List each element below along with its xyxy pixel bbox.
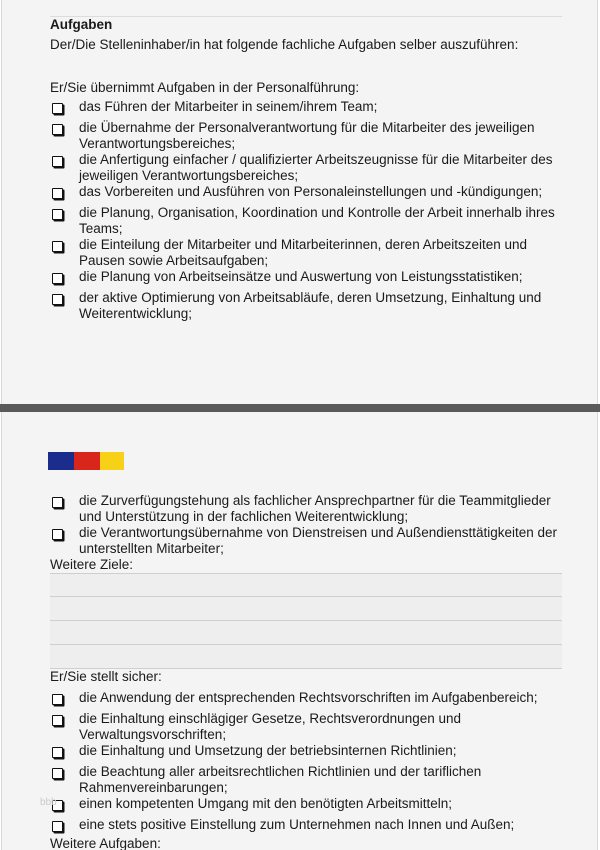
checkbox-icon [52,209,63,220]
further-goals-label: Weitere Ziele: [50,557,134,572]
checkbox-icon [52,715,63,726]
further-goals-field-4[interactable] [50,645,562,669]
checkbox-icon [52,124,63,135]
section-heading: Aufgaben [50,17,113,32]
document-page-1 [1,0,598,404]
checkbox-icon [52,529,63,540]
checkbox-icon [52,821,63,832]
checkbox-icon [52,694,63,705]
further-goals-field-2[interactable] [50,597,562,621]
personnel-section-label: Er/Sie übernimmt Aufgaben in der Personalführung: [50,80,360,95]
checkbox-icon [52,103,63,114]
checkbox-icon [52,241,63,252]
checkbox-icon [52,273,63,284]
checkbox-icon [52,294,63,305]
intro-text: Der/Die Stelleninhaber/in hat folgende fachliche Aufgaben selber auszuführen: [50,37,519,52]
ensures-label: Er/Sie stellt sicher: [50,669,162,684]
checkbox-icon [52,768,63,779]
flag-blue-block [48,452,74,470]
flag-yellow-block [100,452,124,470]
further-tasks-label: Weitere Aufgaben: [50,836,161,850]
checkbox-icon [52,188,63,199]
checkbox-icon [52,497,63,508]
flag-red-block [74,452,100,470]
top-rule [50,16,562,17]
further-goals-field-1[interactable] [50,573,562,597]
further-goals-field-3[interactable] [50,621,562,645]
watermark-stamp: bbb [40,797,57,808]
page-divider [0,404,600,412]
checkbox-icon [52,747,63,758]
checkbox-icon [52,156,63,167]
